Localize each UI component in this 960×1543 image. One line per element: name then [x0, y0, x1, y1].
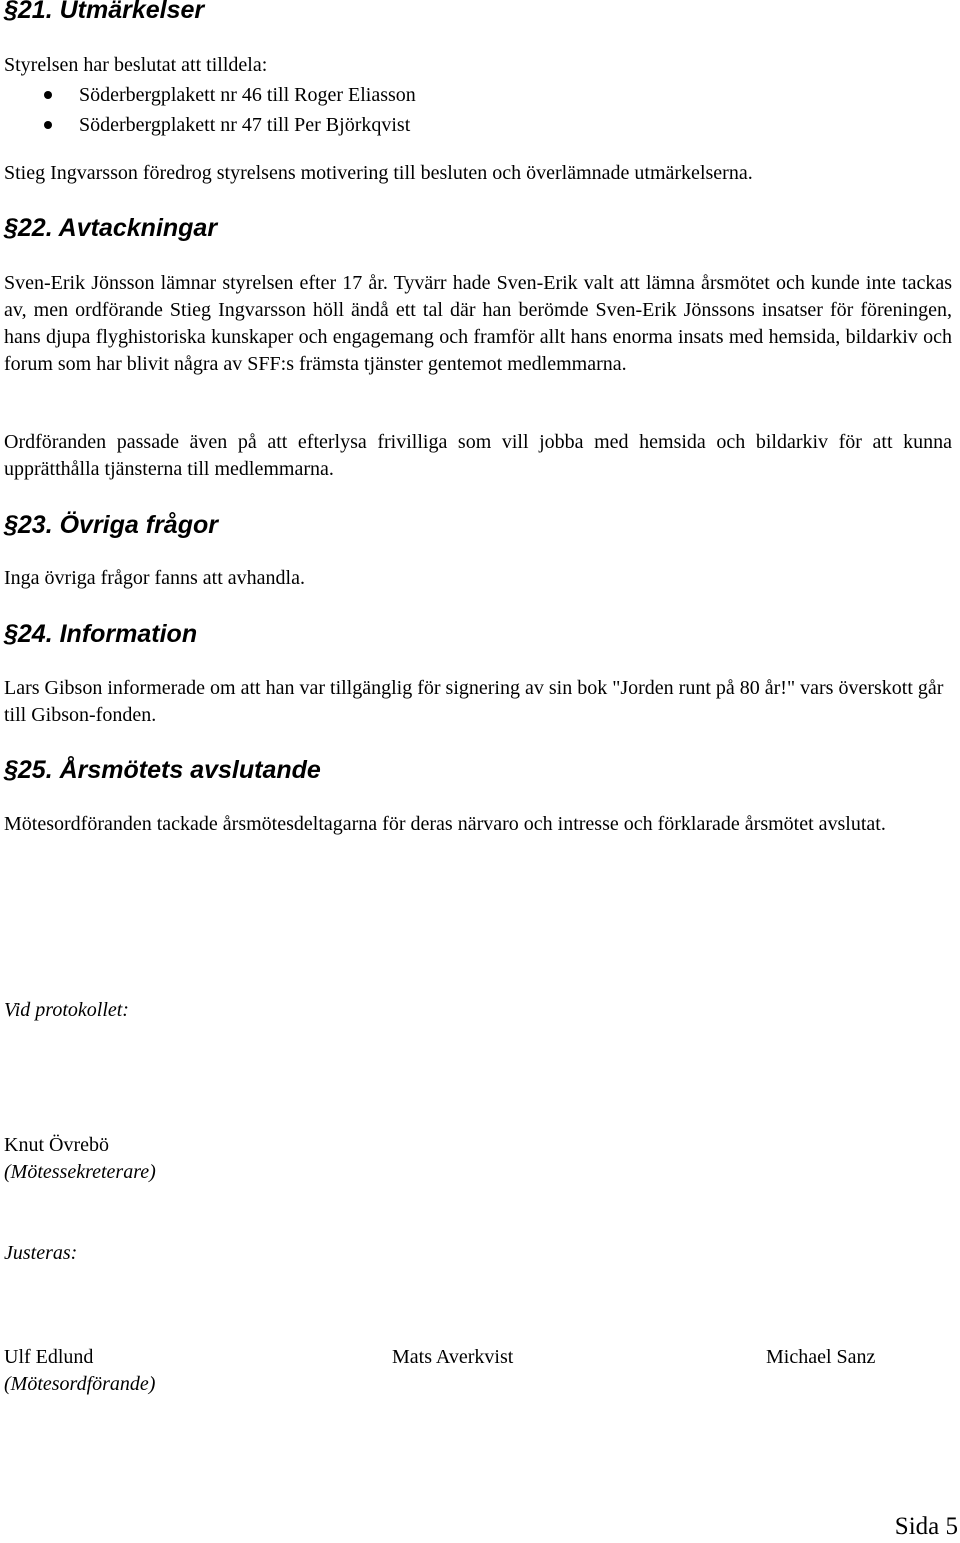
- justeras-label: Justeras:: [4, 1242, 78, 1264]
- section-23-heading: §23. Övriga frågor: [4, 511, 218, 539]
- adjuster-name: Michael Sanz: [766, 1346, 876, 1368]
- section-21-closing: Stieg Ingvarsson föredrog styrelsens motivering till besluten och överlämnade utmärkelserna.: [4, 162, 753, 184]
- section-25-text: Mötesordföranden tackade årsmötesdeltagarna för deras närvaro och intresse och förklarade årsmötet avslutat.: [4, 813, 886, 835]
- page-number: Sida 5: [894, 1513, 958, 1540]
- award-list-item-text: Söderbergplakett nr 46 till Roger Eliasson: [79, 84, 416, 106]
- bullet-icon: [44, 121, 52, 129]
- section-22-heading: §22. Avtackningar: [4, 214, 218, 242]
- chair-name: Ulf Edlund: [4, 1346, 94, 1368]
- award-list: [4, 80, 416, 140]
- vid-protokollet-label: Vid protokollet:: [4, 999, 129, 1021]
- section-25-heading: §25. Årsmötets avslutande: [4, 756, 321, 784]
- section-21-heading: §21. Utmärkelser: [4, 0, 205, 24]
- section-22-paragraph: Ordföranden passade även på att efterlysa frivilliga som vill jobba med hemsida och bildarkiv för att kunna upprätthålla tjänsterna till medlemmarna.: [4, 431, 952, 480]
- section-22-paragraph: Sven-Erik Jönsson lämnar styrelsen efter 17 år. Tyvärr hade Sven-Erik valt att lämna årsmötet och kunde inte tackas av, men ordförande Stieg Ingvarsson höll ändå ett tal där han berömde Sven-Erik Jönssons insatser för föreningen, hans djupa flyghistoriska kunskaper och engagemang och framför allt hans enorma insats med hemsida, bildarkiv och forum som har blivit några av SFF:s främsta tjänster gentemot medlemmarna.: [4, 272, 952, 375]
- adjuster-name: Mats Averkvist: [392, 1346, 514, 1368]
- secretary-role: (Mötessekreterare): [4, 1161, 156, 1183]
- secretary-name: Knut Övrebö: [4, 1134, 109, 1156]
- bullet-icon: [44, 91, 52, 99]
- award-list-item-text: Söderbergplakett nr 47 till Per Björkqvist: [79, 114, 411, 136]
- section-21-intro: Styrelsen har beslutat att tilldela:: [4, 54, 268, 76]
- award-list-item: [4, 80, 416, 110]
- section-23-text: Inga övriga frågor fanns att avhandla.: [4, 567, 305, 589]
- award-list-item: [4, 110, 416, 140]
- section-24-heading: §24. Information: [4, 620, 198, 648]
- section-24-text: Lars Gibson informerade om att han var tillgänglig för signering av sin bok "Jorden runt på 80 år!" vars överskott går till Gibson-fonden.: [4, 677, 944, 726]
- chair-role: (Mötesordförande): [4, 1373, 156, 1395]
